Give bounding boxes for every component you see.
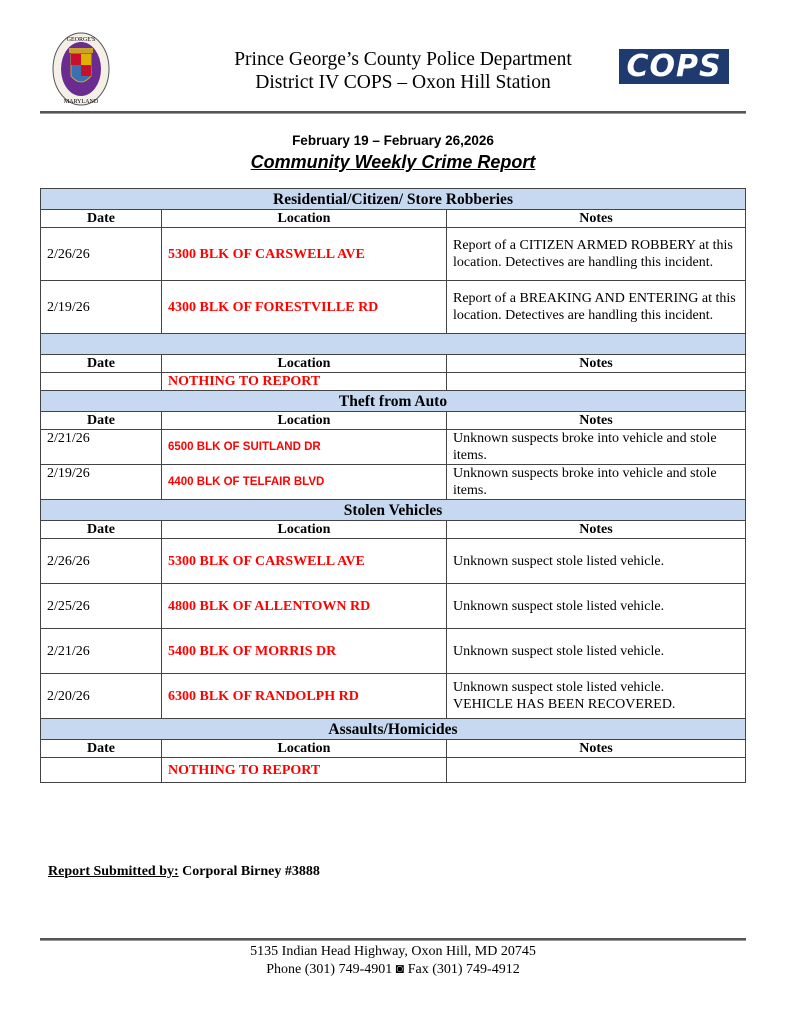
row-location: 5300 BLK OF CARSWELL AVE (162, 228, 447, 281)
row-location: NOTHING TO REPORT (162, 373, 447, 391)
column-header-date: Date (41, 521, 162, 539)
row-date: 2/21/26 (41, 629, 162, 674)
submitted-name: Corporal Birney #3888 (182, 864, 320, 879)
row-date: 2/26/26 (41, 539, 162, 584)
row-notes-line-1: Unknown suspect stole listed vehicle. (453, 680, 665, 695)
table-row (41, 228, 746, 281)
crime-report-table (40, 188, 746, 783)
seal-text-bottom: MARYLAND (63, 99, 99, 105)
footer-fax: Fax (301) 749-4912 (407, 962, 520, 977)
header-divider (40, 111, 746, 114)
report-title: Community Weekly Crime Report (250, 152, 536, 172)
cops-logo: COPS (619, 49, 729, 84)
row-location: 4800 BLK OF ALLENTOWN RD (162, 584, 447, 629)
column-header-row (41, 355, 746, 373)
row-date (41, 758, 162, 783)
section-title (41, 334, 746, 355)
row-notes: Unknown suspect stole listed vehicle. (447, 539, 746, 584)
row-location: 5300 BLK OF CARSWELL AVE (162, 539, 447, 584)
column-header-row (41, 412, 746, 430)
section-title: Assaults/Homicides (41, 719, 746, 740)
department-title (160, 48, 646, 94)
row-notes: Unknown suspects broke into vehicle and stole items. (447, 465, 746, 500)
column-header-row (41, 521, 746, 539)
row-location: 6500 BLK OF SUITLAND DR (162, 430, 447, 465)
row-notes: Report of a BREAKING AND ENTERING at this location. Detectives are handling this incident. (447, 281, 746, 334)
column-header-notes: Notes (447, 521, 746, 539)
section-header-untitled (41, 334, 746, 355)
column-header-date: Date (41, 355, 162, 373)
footer-phone: Phone (301) 749-4901 (266, 962, 393, 977)
section-title: Theft from Auto (41, 391, 746, 412)
row-date: 2/19/26 (41, 465, 162, 500)
row-notes (447, 373, 746, 391)
column-header-location: Location (162, 210, 447, 228)
table-row (41, 281, 746, 334)
column-header-notes: Notes (447, 355, 746, 373)
county-seal-icon (52, 32, 110, 106)
column-header-notes: Notes (447, 740, 746, 758)
row-location: 4300 BLK OF FORESTVILLE RD (162, 281, 447, 334)
letterhead (40, 28, 746, 112)
section-header-assaults-homicides (41, 719, 746, 740)
footer-contact (40, 961, 746, 979)
footer-divider (40, 938, 746, 941)
section-header-theft-from-auto (41, 391, 746, 412)
table-row (41, 674, 746, 719)
footer-address: 5135 Indian Head Highway, Oxon Hill, MD 20745 (250, 944, 536, 959)
table-row (41, 539, 746, 584)
row-notes: Unknown suspect stole listed vehicle. (447, 629, 746, 674)
column-header-row (41, 210, 746, 228)
column-header-date: Date (41, 210, 162, 228)
table-row (41, 584, 746, 629)
submitted-label: Report Submitted by: (48, 864, 179, 879)
row-date: 2/20/26 (41, 674, 162, 719)
table-row (41, 430, 746, 465)
column-header-location: Location (162, 521, 447, 539)
column-header-notes: Notes (447, 210, 746, 228)
row-date: 2/25/26 (41, 584, 162, 629)
column-header-location: Location (162, 412, 447, 430)
row-notes: Report of a CITIZEN ARMED ROBBERY at this location. Detectives are handling this incident. (447, 228, 746, 281)
title-line-1: Prince George’s County Police Department (234, 49, 572, 70)
row-location: NOTHING TO REPORT (162, 758, 447, 783)
column-header-location: Location (162, 740, 447, 758)
row-notes-line-2: VEHICLE HAS BEEN RECOVERED. (453, 697, 676, 712)
section-title: Residential/Citizen/ Store Robberies (41, 189, 746, 210)
separator-icon: ◙ (395, 962, 405, 977)
row-location: 6300 BLK OF RANDOLPH RD (162, 674, 447, 719)
row-location: 5400 BLK OF MORRIS DR (162, 629, 447, 674)
table-row (41, 373, 746, 391)
column-header-date: Date (41, 740, 162, 758)
table-row (41, 629, 746, 674)
row-notes: Unknown suspect stole listed vehicle. (447, 584, 746, 629)
row-location: 4400 BLK OF TELFAIR BLVD (162, 465, 447, 500)
row-notes (447, 758, 746, 783)
table-row (41, 465, 746, 500)
section-title: Stolen Vehicles (41, 500, 746, 521)
report-submitted-by (48, 864, 320, 880)
column-header-date: Date (41, 412, 162, 430)
row-notes (447, 674, 746, 719)
footer (40, 943, 746, 979)
row-date: 2/21/26 (41, 430, 162, 465)
report-date-range: February 19 – February 26,2026 (292, 133, 494, 148)
row-date (41, 373, 162, 391)
row-date: 2/19/26 (41, 281, 162, 334)
column-header-location: Location (162, 355, 447, 373)
row-date: 2/26/26 (41, 228, 162, 281)
title-line-2: District IV COPS – Oxon Hill Station (255, 72, 551, 93)
section-header-stolen-vehicles (41, 500, 746, 521)
table-row (41, 758, 746, 783)
seal-text-top: GEORGE'S (66, 37, 96, 43)
column-header-row (41, 740, 746, 758)
section-header-robberies (41, 189, 746, 210)
row-notes: Unknown suspects broke into vehicle and stole items. (447, 430, 746, 465)
column-header-notes: Notes (447, 412, 746, 430)
